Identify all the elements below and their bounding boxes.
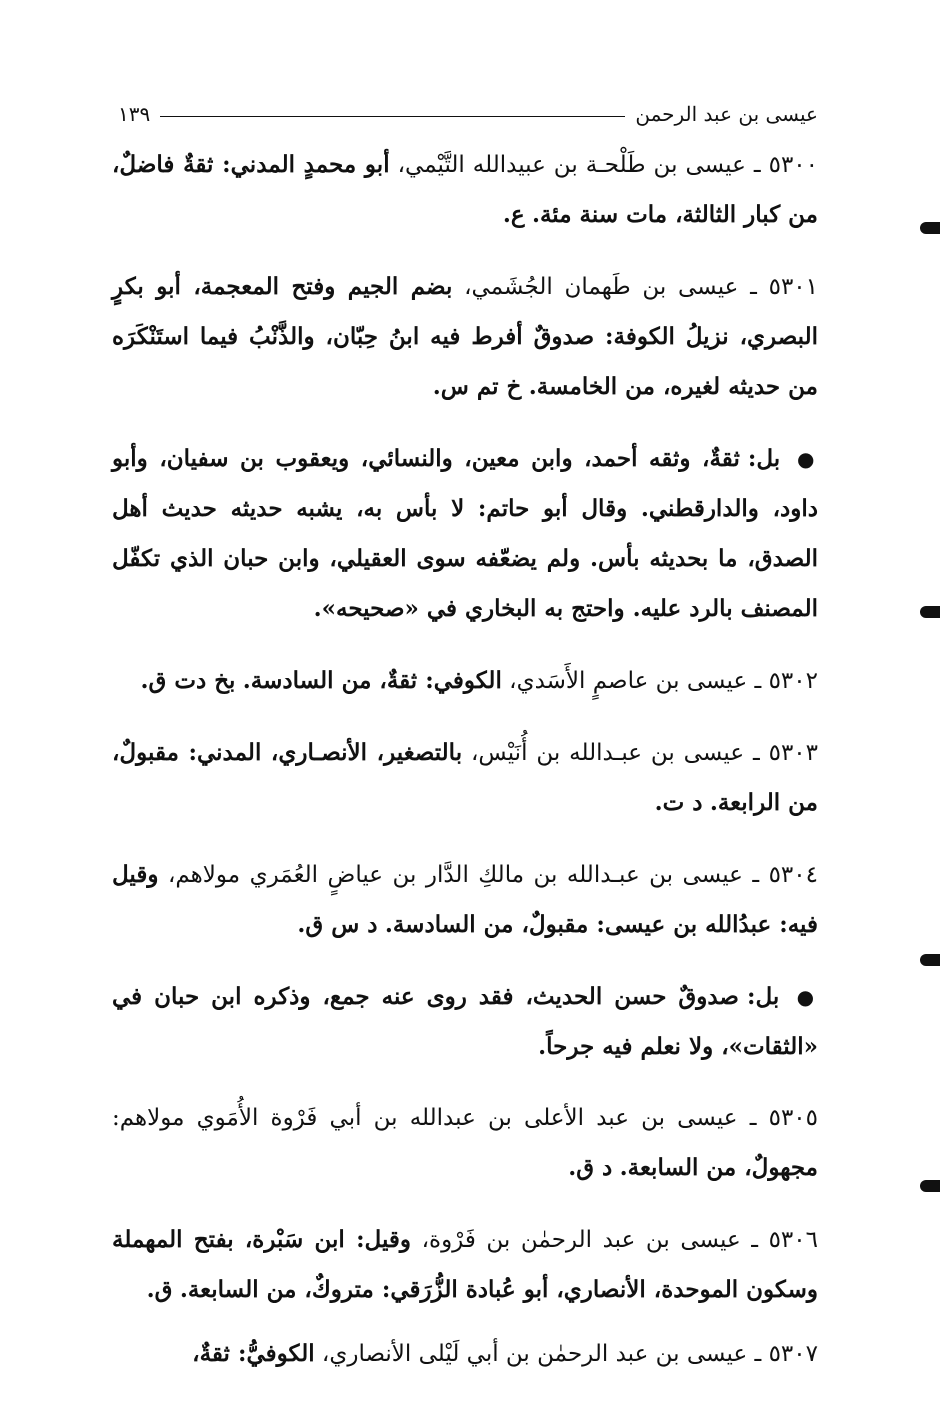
entry-body: بالتصغير، الأنصـاري، المدني: مقبولٌ، من الرابعة. (112, 739, 818, 816)
entry-name: عيسى بن عبد الرحمٰن بن فَرْوة، (421, 1227, 741, 1253)
entry-number: ٥٣٠٢ ـ (754, 668, 818, 694)
entry-body: الكوفي: ثقةٌ، من السادسة. (242, 667, 502, 694)
entry-sigla: د ق. (568, 1154, 613, 1181)
entry-number: ٥٣٠٣ ـ (752, 740, 819, 766)
entry-number: ٥٣٠٠ ـ (753, 152, 819, 178)
running-title: عيسى بن عبد الرحمن (635, 102, 818, 126)
entry-5304 (112, 850, 818, 950)
page-content (112, 140, 818, 1401)
bullet-icon: ● (796, 985, 819, 1009)
margin-mark (920, 222, 940, 234)
editor-comment (112, 972, 818, 1072)
entry-name: عيسى بن طَلْحـة بن عبيدالله التَّيْمي، (397, 152, 746, 178)
entry-5300 (112, 140, 818, 240)
entry-5302 (112, 656, 818, 706)
entry-number: ٥٣٠٤ ـ (752, 862, 818, 888)
entry-name: عيسى بن عبـدالله بن مالكِ الدَّار بن عياضٍ العُمَري مولاهم، (167, 862, 743, 888)
margin-mark (920, 954, 940, 966)
entry-number: ٥٣٠١ ـ (750, 274, 819, 300)
entry-body: مجهولٌ، من السابعة. (619, 1154, 818, 1181)
entry-number: ٥٣٠٧ ـ (754, 1341, 818, 1367)
comment-text: بل: ثقةٌ، وثقه أحمد، وابن معين، والنسائي، ويعقوب بن سفيان، وأبو داود، والدارقطني. وقال أبو حاتم: لا بأس به، يشبه حديثه حديث أهل الصدق، ما بحديثه بأس. ولم يضعّفه سوى العقيلي، وابن حبان الذي تكفّل المصنف بالرد عليه. واحتج به البخاري في «صحيحه». (112, 445, 818, 622)
page-number: ١٣٩ (118, 102, 151, 126)
margin-mark (920, 606, 940, 618)
entry-body: وقيل: ابن سَبْرة، بفتح المهملة وسكون الموحدة، الأنصاري، أبو عُبادة الزُّرَقي: متروكٌ، من السابعة. (112, 1226, 818, 1303)
entry-5303 (112, 728, 818, 828)
entry-5301 (112, 262, 818, 412)
entry-name: عيسى بن عبـدالله بن أُنَيْس، (471, 740, 745, 766)
entry-body: وقيل فيه: عبدُالله بن عيسى: مقبولٌ، من السادسة. (112, 861, 818, 938)
entry-sigla: ق. (146, 1276, 173, 1303)
entry-name: عيسى بن عبد الرحمٰن بن أبي لَيْلى الأنصاري، (321, 1341, 748, 1367)
comment-text: بل: صدوقٌ حسن الحديث، فقد روى عنه جمع، وذكره ابن حبان في «الثقات»، ولا نعلم فيه جرحاً. (112, 983, 818, 1060)
entry-body: أبو محمدٍ المدني: ثقةٌ فاضلٌ، من كبار الثالثة، مات سنة مئة. (112, 151, 818, 228)
entry-name: عيسى بن طَهمان الجُشَمي، (464, 274, 739, 300)
entry-name: عيسى بن عبد الأعلى بن عبدالله بن أبي فَرْوة الأُمَوي مولاهم: (112, 1105, 738, 1131)
entry-number: ٥٣٠٥ ـ (749, 1105, 819, 1131)
bullet-icon: ● (797, 447, 819, 471)
entry-body: الكوفيُّ: ثقةٌ، (192, 1340, 315, 1367)
entry-5307 (112, 1329, 818, 1379)
entry-body: بضم الجيم وفتح المعجمة، أبو بكرٍ البصري، نزيلُ الكوفة: صدوقٌ أفرط فيه ابنُ حِبّان، والذَّنْبُ فيما استَنْكَرَه من حديثه لغيره، من الخامسة. (112, 273, 818, 400)
margin-mark (920, 1180, 940, 1192)
header-rule (160, 116, 625, 117)
entry-sigla: ع. (502, 201, 525, 228)
page-header (118, 98, 818, 130)
entry-sigla: بخ دت ق. (140, 667, 236, 694)
entry-number: ٥٣٠٦ ـ (751, 1227, 818, 1253)
entry-name: عيسى بن عاصمٍ الأَسَدي، (509, 668, 748, 694)
entry-sigla: خ تم س. (432, 373, 522, 400)
entry-sigla: د س ق. (297, 911, 378, 938)
entry-sigla: د ت. (654, 789, 703, 816)
editor-comment (112, 434, 818, 634)
entry-5305 (112, 1094, 818, 1193)
entry-5306 (112, 1215, 818, 1315)
